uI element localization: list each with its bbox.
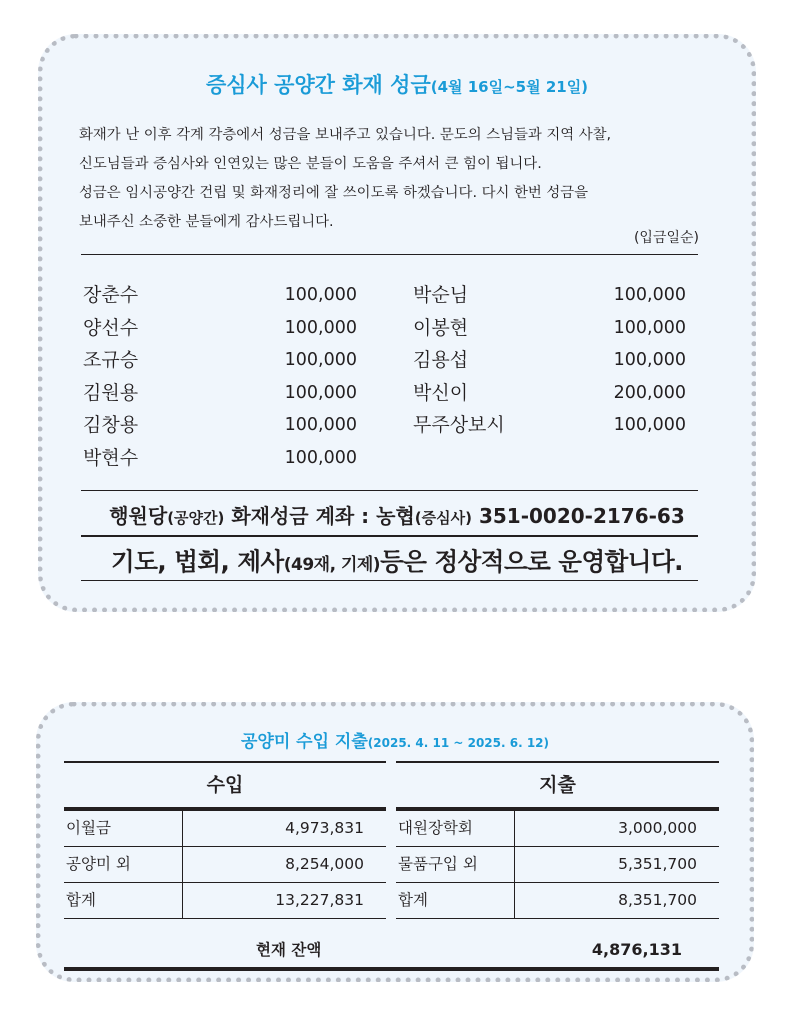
table-row (64, 811, 386, 847)
donor-list-right (413, 279, 686, 442)
intro-line: 화재가 난 이후 각계 각층에서 성금을 보내주고 있습니다. 문도의 스님들과 지역 사찰, (79, 127, 612, 143)
row-value: 13,227,831 (275, 891, 364, 909)
donor-name: 박현수 (83, 446, 139, 469)
divider (81, 535, 698, 537)
table-row (64, 847, 386, 883)
donor-amount: 100,000 (284, 415, 357, 435)
donor-row (83, 279, 357, 312)
donor-row (83, 312, 357, 345)
donor-row (83, 442, 357, 475)
donor-amount: 100,000 (284, 350, 357, 370)
income-header: 수입 (64, 761, 386, 811)
table-row (64, 883, 386, 919)
donor-row (413, 279, 686, 312)
row-value: 4,973,831 (285, 819, 364, 837)
donation-intro (79, 121, 719, 237)
table-row (396, 811, 719, 847)
notice-text: 기도, 법회, 제사 (111, 547, 284, 576)
donor-amount: 100,000 (613, 415, 686, 435)
account-text: 행원당 (109, 504, 168, 528)
order-note: (입금일순) (633, 230, 699, 246)
donor-amount: 200,000 (613, 382, 686, 403)
row-value: 5,351,700 (618, 855, 697, 873)
donor-row (413, 377, 686, 410)
donor-row (413, 312, 686, 345)
row-label: 합계 (64, 883, 183, 918)
donor-row (83, 344, 357, 377)
donor-name: 조규승 (83, 349, 139, 371)
donor-name: 이봉현 (413, 316, 469, 339)
donor-name: 양선수 (83, 316, 139, 339)
donor-name: 무주상보시 (413, 414, 505, 436)
donation-notice-box (38, 34, 756, 612)
expense-header: 지출 (396, 761, 719, 811)
divider (81, 490, 698, 491)
notice-text: 등은 정상적으로 운영합니다. (380, 547, 683, 576)
account-text: (증심사) (414, 509, 472, 527)
account-number: 351-0020-2176-63 (471, 504, 685, 528)
row-label: 물품구입 외 (396, 847, 515, 882)
balance-value: 4,876,131 (591, 940, 682, 959)
donor-name: 박순님 (413, 284, 469, 306)
row-label: 합계 (396, 883, 515, 918)
donor-name: 김원용 (83, 381, 139, 404)
donation-title-period: (4월 16일~5월 21일) (430, 78, 589, 96)
operation-notice (43, 543, 751, 578)
row-value: 8,254,000 (285, 855, 364, 873)
intro-line: 보내주신 소중한 분들에게 감사드립니다. (79, 214, 334, 230)
donor-list-left (83, 279, 357, 474)
donation-title-text: 증심사 공양간 화재 성금 (205, 73, 431, 97)
donor-amount: 100,000 (613, 350, 686, 370)
donor-amount: 100,000 (284, 317, 357, 338)
donor-amount: 100,000 (613, 285, 686, 305)
divider (81, 580, 698, 581)
finance-box (36, 702, 754, 982)
finance-title (41, 727, 749, 752)
row-value: 3,000,000 (618, 819, 697, 837)
expense-table (396, 761, 719, 919)
row-label: 대원장학회 (396, 811, 515, 846)
donor-row (83, 409, 357, 442)
donation-title (43, 69, 751, 99)
balance-label: 현재 잔액 (256, 941, 322, 959)
balance-row (64, 933, 719, 971)
divider (81, 254, 698, 255)
finance-title-text: 공양미 수입 지출 (240, 732, 368, 752)
donor-amount: 100,000 (284, 285, 357, 305)
row-label: 이월금 (64, 811, 183, 846)
table-row (396, 883, 719, 919)
donor-name: 장춘수 (83, 284, 139, 306)
bank-account-line (43, 500, 751, 529)
notice-text: (49재, 기제) (283, 555, 381, 575)
donor-row (413, 409, 686, 442)
row-label: 공양미 외 (64, 847, 183, 882)
donor-name: 김창용 (83, 414, 139, 436)
account-text: (공양간) (167, 509, 225, 527)
donor-name: 김용섭 (413, 349, 469, 371)
donor-amount: 100,000 (284, 382, 357, 403)
table-row (396, 847, 719, 883)
income-table (64, 761, 386, 919)
row-value: 8,351,700 (618, 891, 697, 909)
intro-line: 신도님들과 증심사와 인연있는 많은 분들이 도움을 주셔서 큰 힘이 됩니다. (79, 156, 542, 172)
finance-title-period: (2025. 4. 11 ~ 2025. 6. 12) (367, 736, 549, 750)
donor-amount: 100,000 (613, 317, 686, 338)
intro-line: 성금은 임시공양간 건립 및 화재정리에 잘 쓰이도록 하겠습니다. 다시 한번 성금을 (79, 185, 589, 201)
donor-amount: 100,000 (284, 447, 357, 468)
donor-row (413, 344, 686, 377)
donor-row (83, 377, 357, 410)
account-text: 화재성금 계좌 : 농협 (224, 504, 415, 528)
donor-name: 박신이 (413, 381, 469, 404)
